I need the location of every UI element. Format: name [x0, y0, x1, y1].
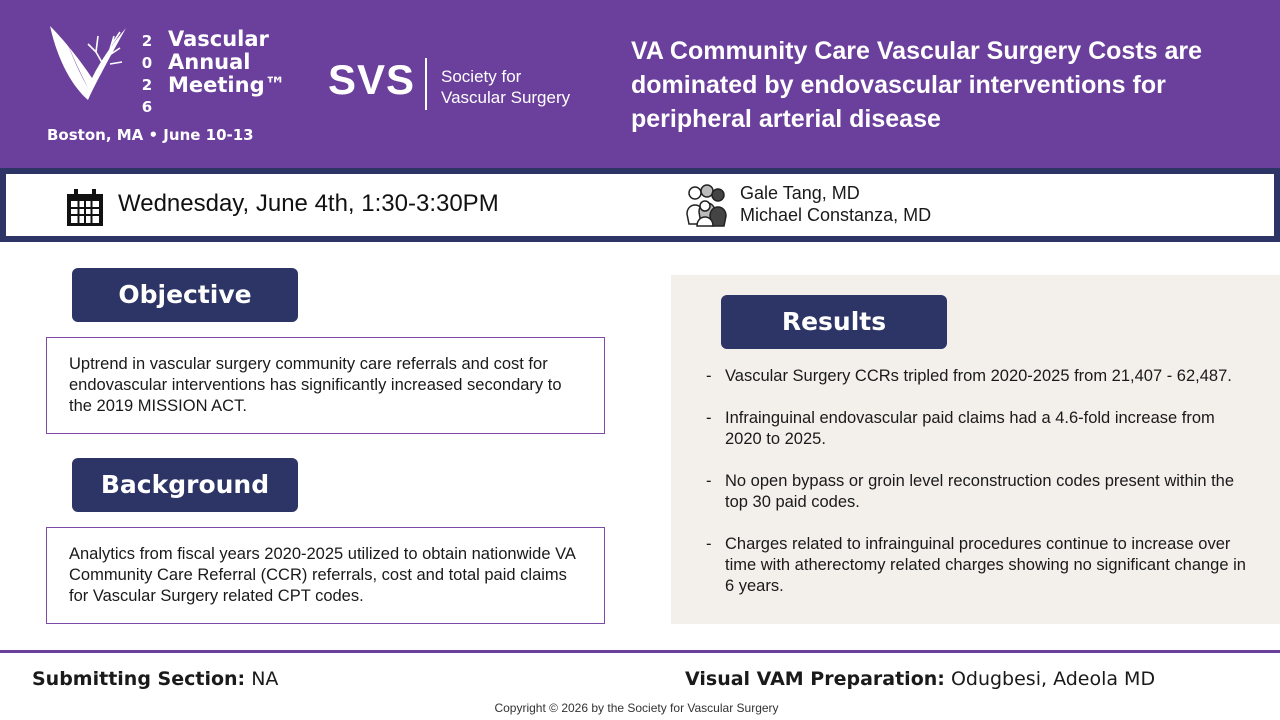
- footer-divider: [0, 650, 1280, 653]
- author-list: [740, 182, 931, 226]
- result-item: - Vascular Surgery CCRs tripled from 2020-2025 from 21,407 - 62,487.: [706, 366, 1256, 387]
- preparation-label: Visual VAM Preparation:: [685, 668, 945, 690]
- session-info-inner: [6, 174, 1274, 236]
- result-item: - No open bypass or groin level reconstruction codes present within the top 30 paid codes.: [706, 471, 1256, 513]
- poster-headline: VA Community Care Vascular Surgery Costs are dominated by endovascular interventions for peripheral arterial disease: [631, 37, 1203, 133]
- svs-name: Society for Vascular Surgery: [441, 67, 571, 107]
- result-item: - Charges related to infrainguinal procedures continue to increase over time with atherectomy related charges showing no significant change in 6 years.: [706, 534, 1256, 597]
- background-box: [46, 527, 605, 624]
- result-item: - Infrainguinal endovascular paid claims had a 4.6-fold increase from 2020 to 2025.: [706, 408, 1256, 450]
- meeting-location: Boston, MA • June 10-13: [47, 126, 254, 144]
- background-heading: Background: [72, 458, 298, 512]
- svs-logo-text: SVS: [328, 56, 416, 103]
- submitting-value: NA: [251, 668, 279, 690]
- session-date: Wednesday, June 4th, 1:30-3:30PM: [118, 190, 499, 217]
- preparation-value: Odugbesi, Adeola MD: [950, 668, 1156, 690]
- results-heading: Results: [721, 295, 947, 349]
- calendar-icon: [66, 189, 104, 227]
- copyright-notice: Copyright © 2026 by the Society for Vascular Surgery: [494, 701, 779, 715]
- author-name: Gale Tang, MD: [740, 183, 860, 203]
- people-icon: [683, 184, 729, 228]
- submitting-label: Submitting Section:: [32, 668, 246, 690]
- session-info-bar: [0, 168, 1280, 242]
- background-text: Analytics from fiscal years 2020-2025 utilized to obtain nationwide VA Community Care Referral (CCR) referrals, cost and total paid claims for Vascular Surgery related CPT codes.: [69, 545, 575, 605]
- objective-heading: Objective: [72, 268, 298, 322]
- meeting-year: 2 0 2 6: [141, 32, 153, 116]
- objective-text: Uptrend in vascular surgery community care referrals and cost for endovascular interventions has significantly increased secondary to the 2019 MISSION ACT.: [69, 355, 562, 415]
- vam-logo-icon: [48, 22, 128, 102]
- visual-preparation: [685, 668, 1155, 690]
- meeting-title: Vascular Annual Meeting™: [168, 27, 286, 97]
- submitting-section: [32, 668, 278, 690]
- objective-box: [46, 337, 605, 434]
- author-name: Michael Constanza, MD: [740, 205, 932, 225]
- svs-divider: [425, 58, 427, 110]
- header-banner: [0, 0, 1280, 168]
- results-list: [706, 366, 1256, 618]
